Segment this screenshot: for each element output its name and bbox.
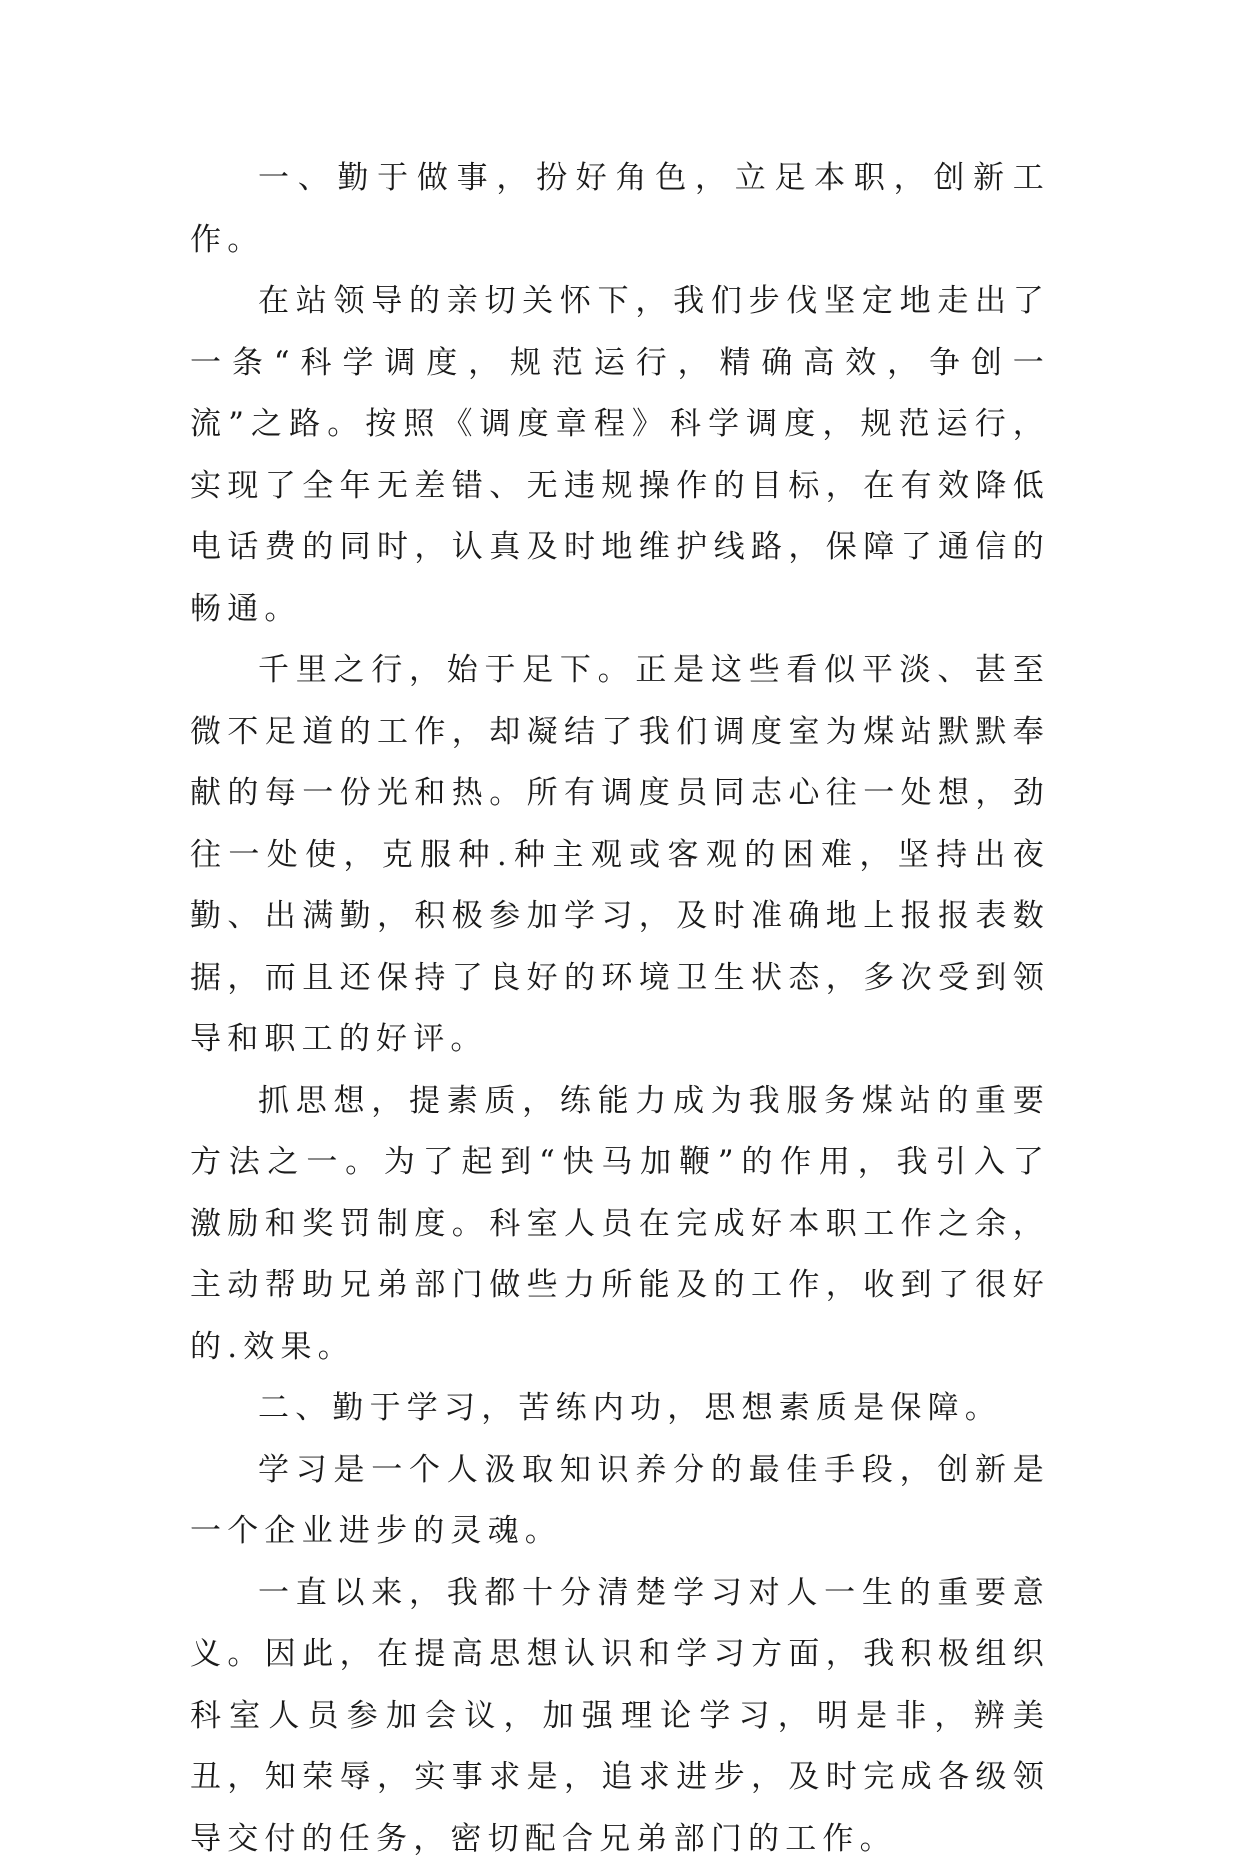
paragraph: 在站领导的亲切关怀下，我们步伐坚定地走出了一条“科学调度，规范运行，精确高效，争创一流”之路。按照《调度章程》科学调度，规范运行，实现了全年无差错、无违规操作的目标，在有效降低电话费的同时，认真及时地维护线路，保障了通信的畅通。 xyxy=(190,271,1050,640)
paragraph: 一直以来，我都十分清楚学习对人一生的重要意义。因此，在提高思想认识和学习方面，我积极组织科室人员参加会议，加强理论学习，明是非，辨美丑，知荣辱，实事求是，追求进步，及时完成各级领导交付的任务，密切配合兄弟部门的工作。 xyxy=(190,1563,1050,1870)
paragraph: 学习是一个人汲取知识养分的最佳手段，创新是一个企业进步的灵魂。 xyxy=(190,1440,1050,1563)
section-heading-2: 二、勤于学习，苦练内功，思想素质是保障。 xyxy=(190,1378,1050,1440)
paragraph: 千里之行，始于足下。正是这些看似平淡、甚至微不足道的工作，却凝结了我们调度室为煤站默默奉献的每一份光和热。所有调度员同志心往一处想，劲往一处使，克服种.种主观或客观的困难，坚持出夜勤、出满勤，积极参加学习，及时准确地上报报表数据，而且还保持了良好的环境卫生状态，多次受到领导和职工的好评。 xyxy=(190,640,1050,1071)
paragraph: 抓思想，提素质，练能力成为我服务煤站的重要方法之一。为了起到“快马加鞭”的作用，我引入了激励和奖罚制度。科室人员在完成好本职工作之余，主动帮助兄弟部门做些力所能及的工作，收到了很好的.效果。 xyxy=(190,1071,1050,1379)
section-heading-1: 一、勤于做事，扮好角色，立足本职，创新工作。 xyxy=(190,148,1050,271)
document-body xyxy=(190,148,1050,1870)
